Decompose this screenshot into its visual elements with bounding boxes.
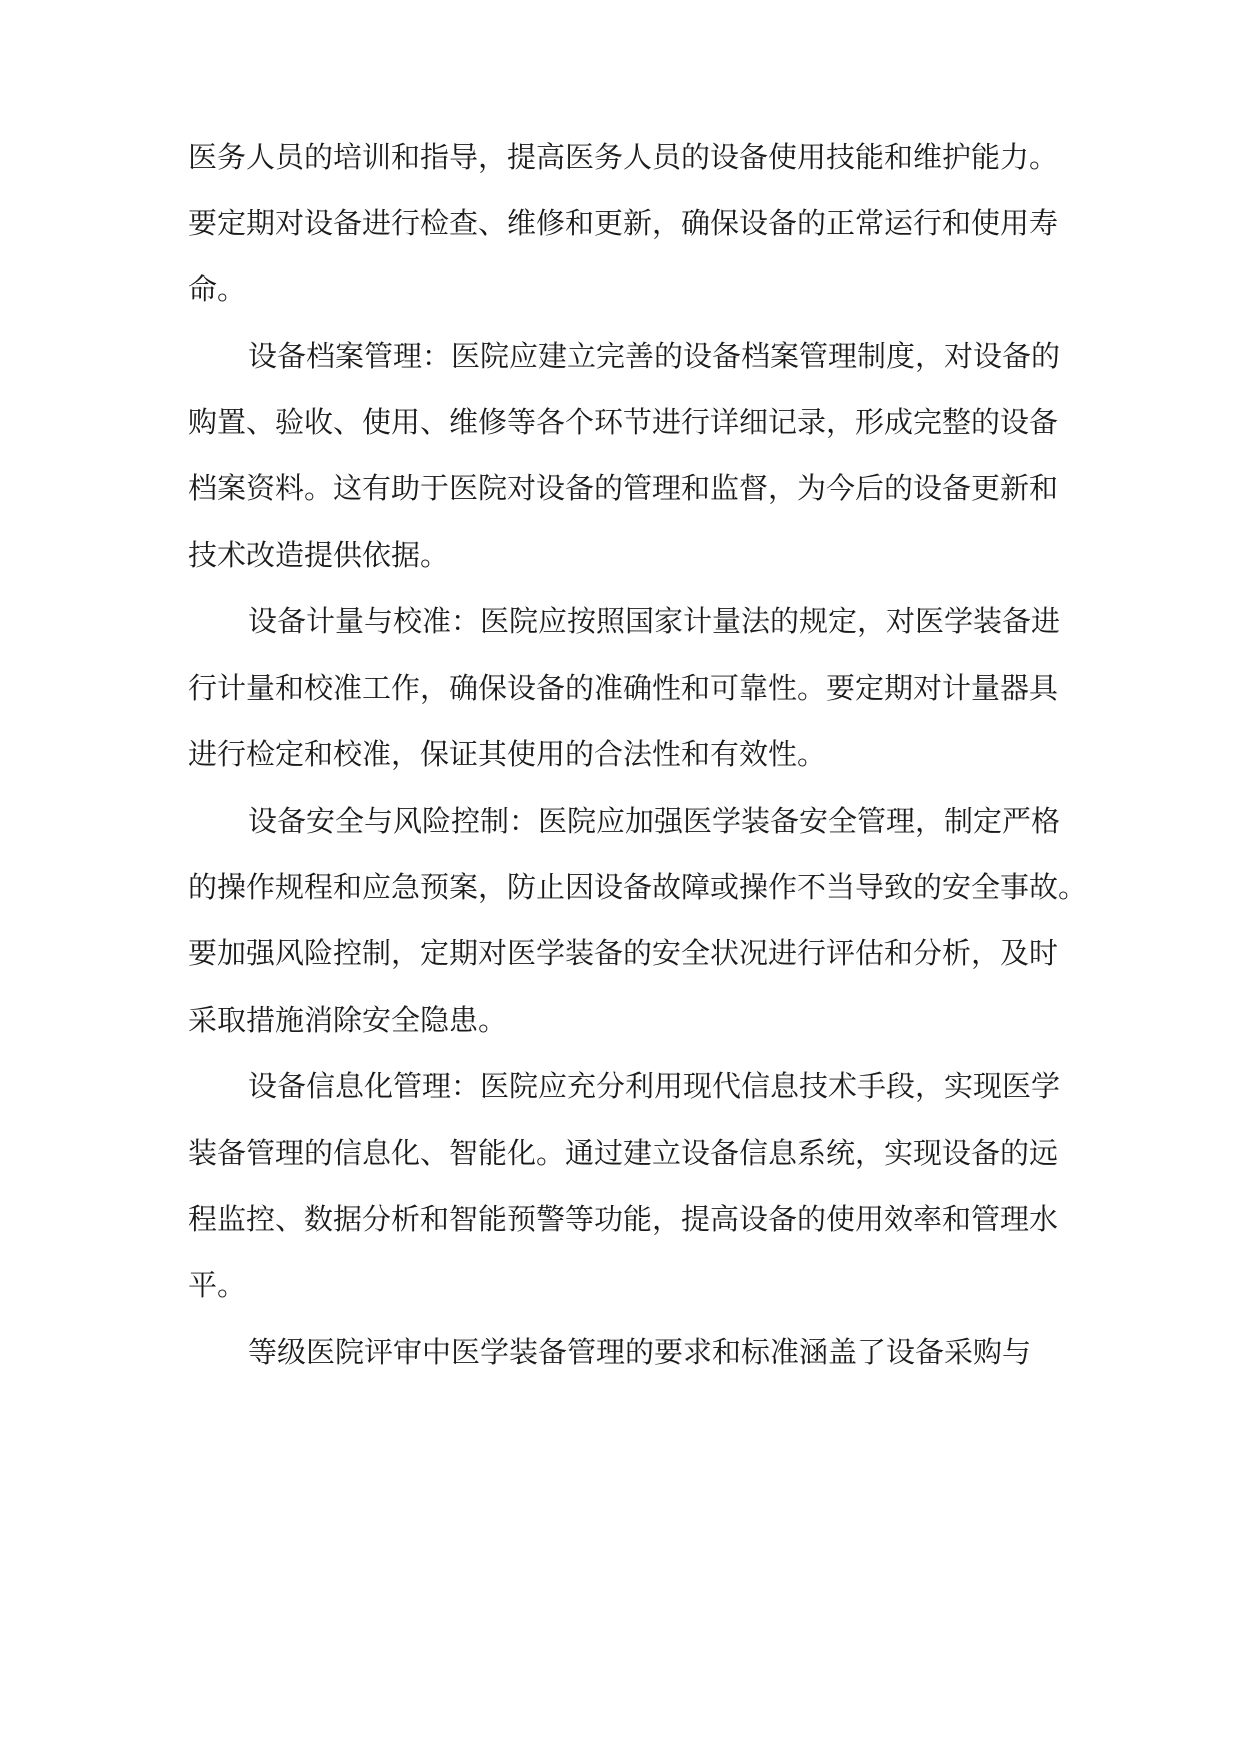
text-line: 进行检定和校准，保证其使用的合法性和有效性。 [188, 737, 827, 771]
text-line: 程监控、数据分析和智能预警等功能，提高设备的使用效率和管理水 [188, 1202, 1059, 1236]
text-line: 要加强风险控制，定期对医学装备的安全状况进行评估和分析，及时 [188, 936, 1059, 970]
paragraph-first-line: 等级医院评审中医学装备管理的要求和标准涵盖了设备采购与 [248, 1335, 1032, 1369]
text-line: 医务人员的培训和指导，提高医务人员的设备使用技能和维护能力。 [188, 140, 1059, 174]
paragraph-first-line: 设备计量与校准：医院应按照国家计量法的规定，对医学装备进 [248, 604, 1061, 638]
text-line: 行计量和校准工作，确保设备的准确性和可靠性。要定期对计量器具 [188, 671, 1059, 705]
text-line: 装备管理的信息化、智能化。通过建立设备信息系统，实现设备的远 [188, 1136, 1059, 1170]
text-line: 采取措施消除安全隐患。 [188, 1003, 508, 1037]
text-line: 平。 [188, 1268, 247, 1302]
text-line: 要定期对设备进行检查、维修和更新，确保设备的正常运行和使用寿 [188, 206, 1059, 240]
text-line: 的操作规程和应急预案，防止因设备故障或操作不当导致的安全事故。 [188, 870, 1088, 904]
text-line: 技术改造提供依据。 [188, 538, 450, 572]
paragraph-first-line: 设备安全与风险控制：医院应加强医学装备安全管理，制定严格 [248, 804, 1061, 838]
paragraph-first-line: 设备档案管理：医院应建立完善的设备档案管理制度，对设备的 [248, 339, 1061, 373]
paragraph-first-line: 设备信息化管理：医院应充分利用现代信息技术手段，实现医学 [248, 1069, 1061, 1103]
text-line: 购置、验收、使用、维修等各个环节进行详细记录，形成完整的设备 [188, 405, 1059, 439]
text-line: 命。 [188, 272, 247, 306]
text-line: 档案资料。这有助于医院对设备的管理和监督，为今后的设备更新和 [188, 471, 1059, 505]
